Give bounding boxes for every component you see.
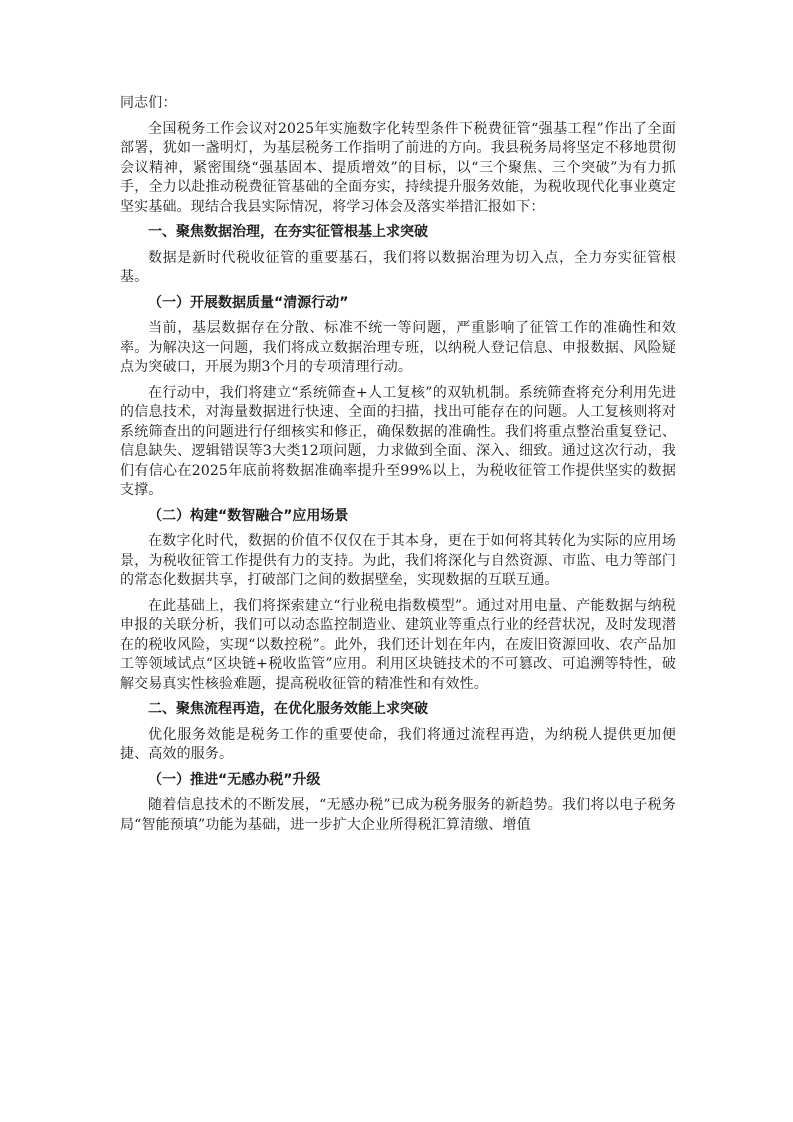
document-page xyxy=(120,94,676,835)
section-2-heading: 二、聚焦流程再造，在优化服务效能上求突破 xyxy=(148,701,428,717)
section-1-sub-1-paragraph-2: 在行动中，我们将建立“系统筛查+人工复核”的双轨机制。系统筛查将充分利用先进的信息技术，对海量数据进行快速、全面的扫描，找出可能存在的问题。人工复核则将对系统筛查出的问题进行仔细核实和修正，确保数据的准确性。我们将重点整治重复登记、信息缺失、逻辑错误等3大类12项问题，力求做到全面、深入、细致。通过这次行动，我们有信心在2025年底前将数据准确率提升至99%以上，为税收征管工作提供坚实的数据支撑。 xyxy=(120,384,676,498)
section-1-sub-2-heading: （二）构建“数智融合”应用场景 xyxy=(148,507,349,524)
section-1-sub-2-paragraph-2: 在此基础上，我们将探索建立“行业税电指数模型”。通过对用电量、产能数据与纳税申报的关联分析，我们可以动态监控制造业、建筑业等重点行业的经营状况，及时发现潜在的税收风险，实现“以数控税”。此外，我们还计划在年内，在废旧资源回收、农产品加工等领域试点“区块链+税收监管”应用。利用区块链技术的不可篡改、可追溯等特性，破解交易真实性核验难题，提高税收征管的精准性和有效性。 xyxy=(120,597,676,692)
section-1-sub-1-paragraph-1: 当前，基层数据存在分散、标准不统一等问题，严重影响了征管工作的准确性和效率。为解决这一问题，我们将成立数据治理专班，以纳税人登记信息、申报数据、风险疑点为突破口，开展为期3个月的专项清理行动。 xyxy=(120,320,676,375)
salutation: 同志们： xyxy=(120,95,177,111)
section-1-sub-2-paragraph-1: 在数字化时代，数据的价值不仅仅在于其本身，更在于如何将其转化为实际的应用场景，为税收征管工作提供有力的支持。为此，我们将深化与自然资源、市监、电力等部门的常态化数据共享，打破部门之间的数据壁垒，实现数据的互联互通。 xyxy=(120,533,676,588)
section-2-sub-1-paragraph-1: 随着信息技术的不断发展，“无感办税”已成为税务服务的新趋势。我们将以电子税务局“智能预填”功能为基础，进一步扩大企业所得税汇算清缴、增值 xyxy=(120,797,676,833)
section-2-lead: 优化服务效能是税务工作的重要使命，我们将通过流程再造，为纳税人提供更加便捷、高效的服务。 xyxy=(120,726,676,762)
section-1-lead: 数据是新时代税收征管的重要基石，我们将以数据治理为切入点，全力夯实征管根基。 xyxy=(120,249,676,285)
section-2-sub-1-heading: （一）推进“无感办税”升级 xyxy=(148,771,321,788)
section-1-sub-1-heading: （一）开展数据质量“清源行动” xyxy=(148,294,349,311)
section-1-heading: 一、聚焦数据治理，在夯实征管根基上求突破 xyxy=(148,224,428,240)
intro-paragraph: 全国税务工作会议对2025年实施数字化转型条件下税费征管“强基工程”作出了全面部署，犹如一盏明灯，为基层税务工作指明了前进的方向。我县税务局将坚定不移地贯彻会议精神，紧密围绕“强基固本、提质增效”的目标，以“三个聚焦、三个突破”为有力抓手，全力以赴推动税费征管基础的全面夯实，持续提升服务效能，为税收现代化事业奠定坚实基础。现结合我县实际情况，将学习体会及落实举措汇报如下： xyxy=(120,120,676,215)
